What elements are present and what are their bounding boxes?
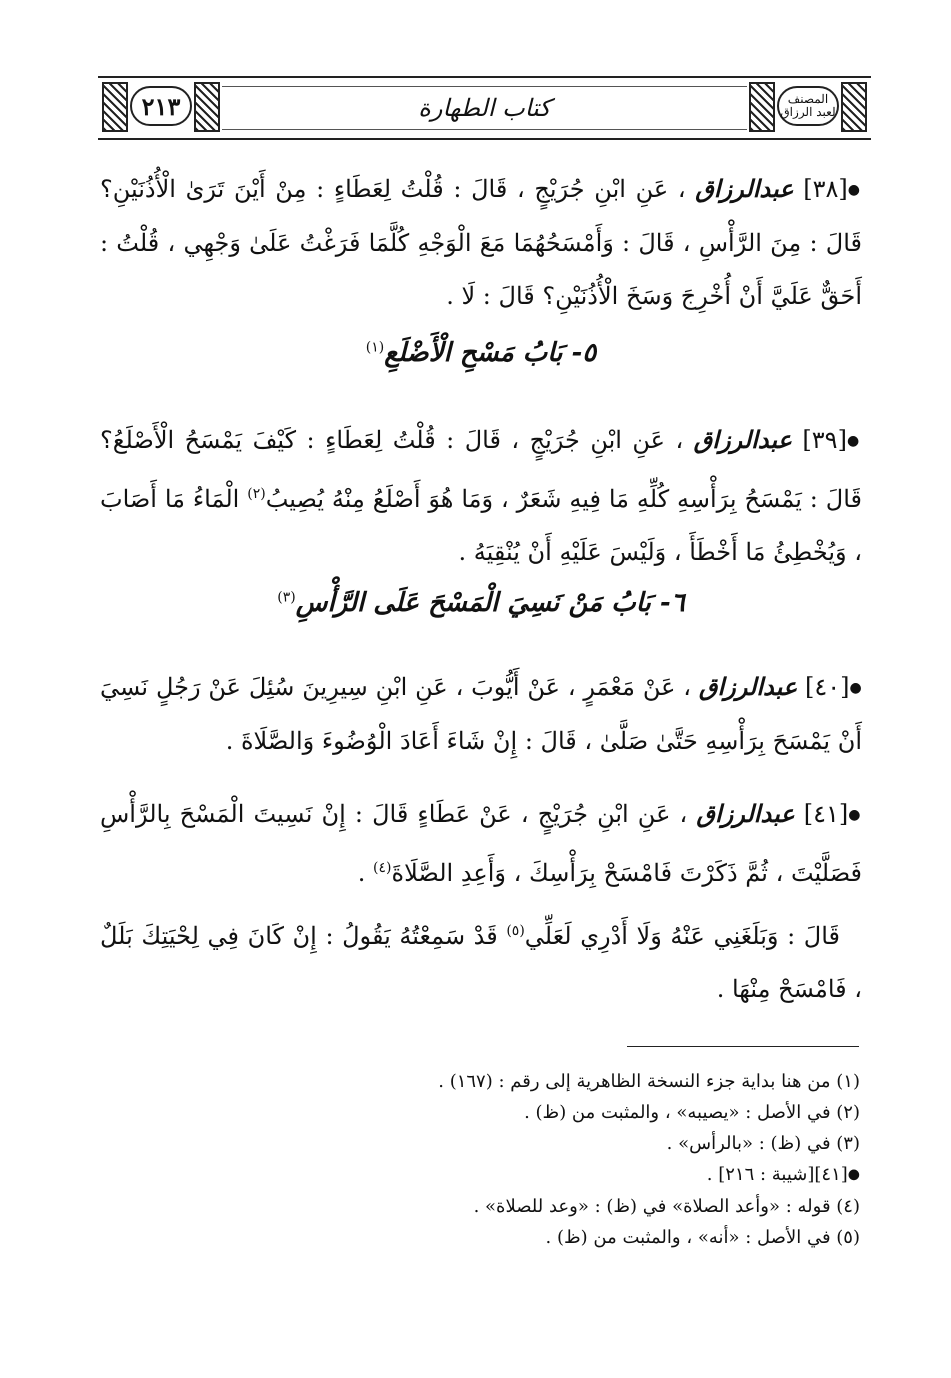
hadith-text: ، عَنِ ابْنِ جُرَيْجٍ ، عَنْ عَطَاءٍ قَالَ : إِنْ نَسِيتَ الْمَسْحَ بِالرَّأْسِ فَصَلَّيْتَ ، ثُمَّ ذَكَرْتَ فَامْسَحْ بِرَأْسِكَ ، وَأَعِدِ الصَّلَاةَ (100, 800, 862, 887)
chapter-heading-5 (100, 338, 862, 368)
bullet-icon: ● (847, 182, 862, 198)
bullet-icon: ● (848, 807, 862, 823)
chapter-heading-6 (100, 588, 862, 618)
hadith-text-tail: . (357, 859, 374, 887)
footnote-ref: (٥) (506, 923, 525, 939)
hadith-40 (100, 660, 862, 768)
footnote-5: (٥) في الأصل : «أنه» ، والمثبت من (ظ) . (545, 1226, 860, 1248)
footnote-ref: (٣) (277, 589, 296, 606)
page-number: ٢١٣ (130, 86, 192, 126)
narrator: عبدالرزاق (693, 425, 792, 454)
chapter-title: كتاب الطهارة (222, 86, 747, 130)
page-header (98, 76, 871, 140)
footnotes (100, 1066, 860, 1253)
hadith-number: [٣٨] (803, 175, 848, 203)
hadith-number: [٤٠] (805, 673, 850, 701)
hadith-text: ، عَنِ ابْنِ جُرَيْجٍ ، قَالَ : قُلْتُ لِعَطَاءٍ : مِنْ أَيْنَ تَرَىٰ الْأُذُنَيْنِ؟ قَالَ : مِنَ الرَّأْسِ ، قَالَ : وَأَمْسَحُهُمَا مَعَ الْوَجْهِ كُلَّمَا فَرَغْتُ عَلَىٰ وَجْهِي ، قُلْتُ : أَحَقٌّ عَلَيَّ أَنْ أُخْرِجَ وَسَخَ الْأُذُنَيْنِ؟ قَالَ : لَا . (100, 175, 862, 310)
footnote-ref: (٤) (373, 860, 392, 876)
hadith-text: ، عَنْ مَعْمَرٍ ، عَنْ أَيُّوبَ ، عَنِ ابْنِ سِيرِينَ سُئِلَ عَنْ رَجُلٍ نَسِيَ أَنْ يَمْسَحَ بِرَأْسِهِ حَتَّىٰ صَلَّىٰ ، قَالَ : إِنْ شَاءَ أَعَادَ الْوُضُوءَ وَالصَّلَاةَ . (100, 673, 862, 755)
hadith-41 (100, 787, 862, 900)
bullet-icon: ● (849, 680, 862, 696)
footnote-source-41 (100, 1159, 860, 1191)
source-ref: [٤١][شيبة : ٢١٦] . (706, 1164, 848, 1185)
ornament-left-outer (102, 82, 128, 132)
footnote-ref: (٢) (247, 486, 266, 502)
narrator: عبدالرزاق (696, 799, 795, 828)
ornament-right-inner (749, 82, 775, 132)
bullet-icon: ● (847, 1166, 860, 1183)
footnote-separator (627, 1046, 859, 1047)
hadith-number: [٤١] (803, 800, 849, 828)
hadith-text: ، عَنِ ابْنِ جُرَيْجٍ ، قَالَ : قُلْتُ لِعَطَاءٍ : كَيْفَ يَمْسَحُ الْأَصْلَعُ؟ قَالَ : يَمْسَحُ بِرَأْسِهِ كُلِّهِ مَا فِيهِ شَعَرٌ ، وَمَا هُوَ أَصْلَعُ مِنْهُ يُصِيبُ (100, 426, 862, 513)
heading-text: ٥- بَابُ مَسْحِ الْأَضْلَعِ (384, 338, 597, 368)
footnote-3: (٣) في (ظ) : «بالرأس» . (666, 1133, 860, 1154)
heading-text: ٦- بَابُ مَنْ نَسِيَ الْمَسْحَ عَلَى الرَّأْسِ (295, 588, 685, 618)
narrator: عبدالرزاق (698, 672, 798, 701)
footnote-4: (٤) قوله : «وأعد الصلاة» في (ظ) : «وعد للصلاة» . (473, 1195, 860, 1217)
footnote-2: (٢) في الأصل : «يصيبه» ، والمثبت من (ظ) . (524, 1102, 860, 1123)
footnote-1: (١) من هنا بداية جزء النسخة الظاهرية إلى رقم : (١٦٧) . (438, 1071, 860, 1092)
book-name: المصنف لعبد الرزاق (777, 86, 839, 126)
paragraph-text-continued: قَدْ سَمِعْتُهُ يَقُولُ : إِنْ كَانَ فِي لِحْيَتِكَ بَلَلٌ ، فَامْسَحْ مِنْهَا . (100, 922, 862, 1003)
hadith-38 (100, 162, 862, 323)
bullet-icon: ● (846, 433, 862, 449)
narrator: عبدالرزاق (695, 174, 794, 203)
hadith-number: [٣٩] (802, 426, 847, 454)
hadith-39 (100, 413, 862, 579)
ornament-right-outer (841, 82, 867, 132)
paragraph-text: قَالَ : وَبَلَغَنِي عَنْهُ وَلَا أَدْرِي لَعَلِّي (524, 922, 840, 950)
paragraph (100, 905, 862, 1016)
footnote-ref: (١) (365, 339, 385, 356)
ornament-left-inner (194, 82, 220, 132)
hadith-text-continued: الْمَاءُ مَا أَصَابَ ، وَيُخْطِئُ مَا أَخْطَأَ ، وَلَيْسَ عَلَيْهِ أَنْ يُنْقِيَهُ . (100, 485, 862, 566)
